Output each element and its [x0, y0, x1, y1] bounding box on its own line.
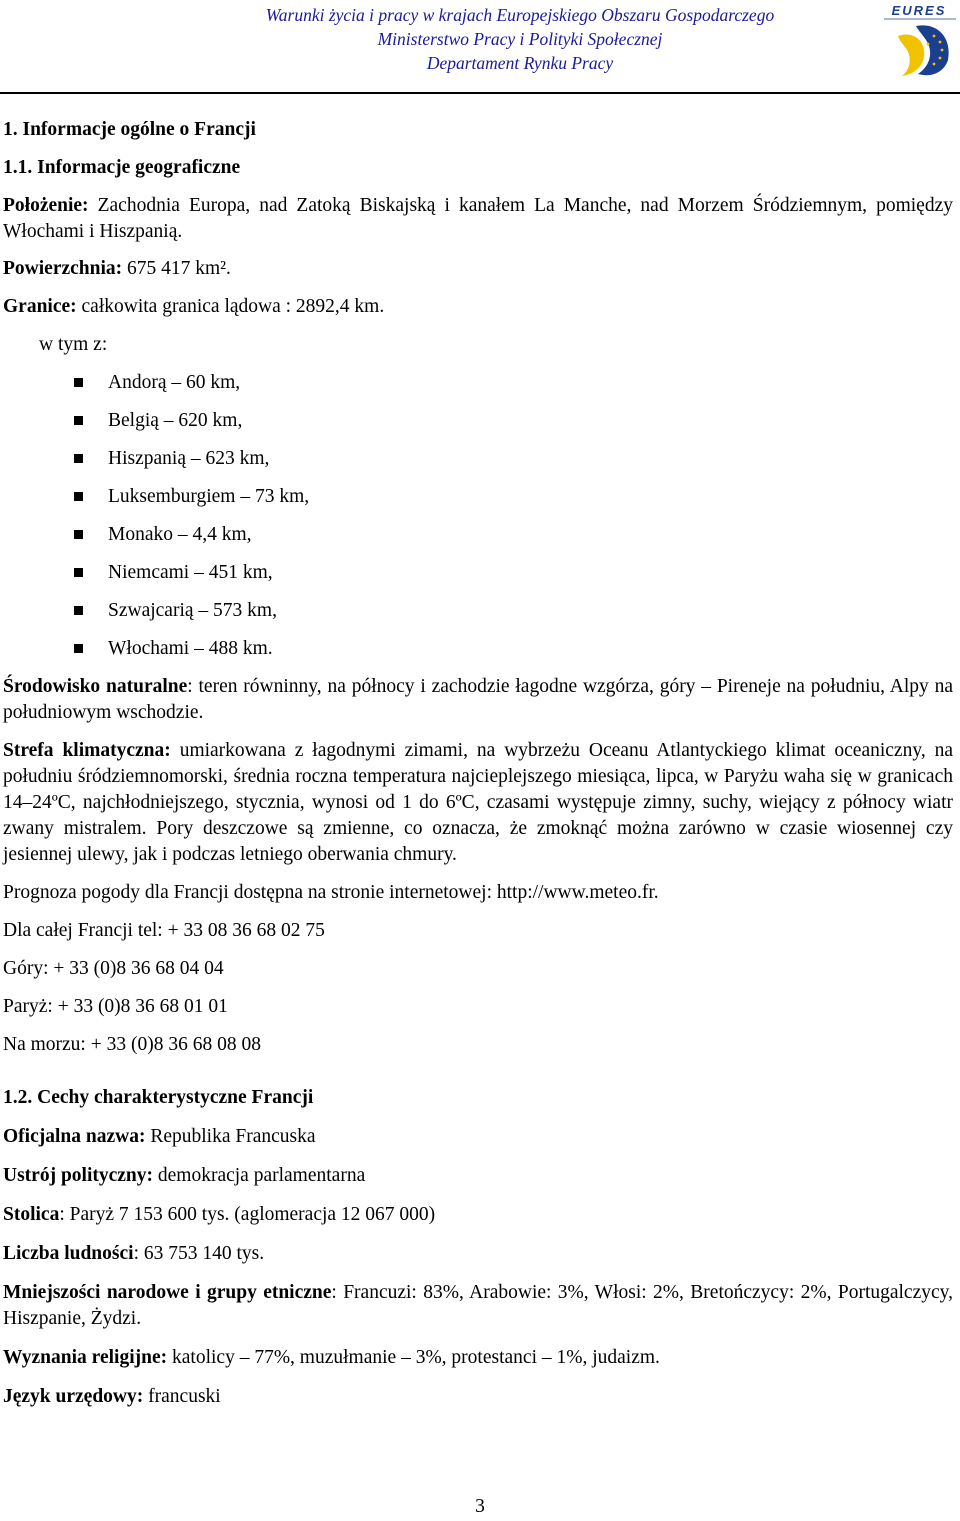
borders-list — [3, 370, 953, 662]
polozenie-text: Zachodnia Europa, nad Zatoką Biskajską i kanałem La Manche, nad Morzem Śródziemnym, pomiędzy Włochami i Hiszpanią. — [3, 195, 953, 242]
document-body — [3, 117, 953, 1410]
granice-text: całkowita granica lądowa : 2892,4 km. — [76, 296, 385, 317]
bullet-square-icon — [74, 606, 83, 615]
strefa-text: umiarkowana z łagodnymi zimami, na wybrzeżu Oceanu Atlantyckiego klimat oceaniczny, na południu śródziemnomorski, średnia roczna temperatura najcieplejszego miesiąca, lipca, w Paryżu waha się w granicach 14–24ºC, najchłodniejszego, stycznia, wynosi od 1 do 6ºC, czasami występuje zimny, suchy, wiejący z północy wiatr zwany mistralem. Pory deszczowe są zmienne, co oznacza, że zmoknąć można zarówno w czasie wiosennej czy jesiennej ulewy, jak i podczas letniego oberwania chmury. — [3, 740, 954, 865]
mniejszosci-paragraph — [3, 1280, 953, 1332]
w-tym-label: w tym z: — [39, 334, 108, 355]
section-1-1-title: 1.1. Informacje geograficzne — [3, 157, 241, 178]
header-rule — [0, 92, 960, 94]
section-1-2-title: 1.2. Cechy charakterystyczne Francji — [3, 1087, 314, 1108]
bullet-square-icon — [74, 568, 83, 577]
border-text: Andorą – 60 km, — [108, 372, 241, 393]
list-item — [3, 484, 953, 510]
tel-all-paragraph: Dla całej Francji tel: + 33 08 36 68 02 75 — [3, 920, 325, 941]
religie-text: katolicy – 77%, muzułmanie – 3%, protestanci – 1%, judaizm. — [167, 1347, 660, 1368]
list-item — [3, 408, 953, 434]
border-text: Szwajcarią – 573 km, — [108, 600, 277, 621]
jezyk-text: francuski — [143, 1386, 221, 1407]
border-text: Hiszpanią – 623 km, — [108, 448, 270, 469]
list-item — [3, 370, 953, 396]
religie-label: Wyznania religijne: — [3, 1347, 168, 1368]
ludnosc-label: Liczba ludności — [3, 1243, 134, 1264]
nazwa-label: Oficjalna nazwa: — [3, 1126, 146, 1147]
mniejszosci-text: : Francuzi: 83%, Arabowie: 3%, Włosi: 2%, Bretończycy: 2%, Portugalczycy, Hiszpanie, Żydzi. — [3, 1282, 954, 1329]
section-1-heading — [3, 117, 953, 143]
border-text: Luksemburgiem – 73 km, — [108, 486, 310, 507]
powierzchnia-text: 675 417 km². — [122, 258, 231, 279]
powierzchnia-label: Powierzchnia: — [3, 258, 123, 279]
ustroj-text: demokracja parlamentarna — [153, 1165, 366, 1186]
nazwa-paragraph — [3, 1124, 953, 1150]
border-text: Niemcami – 451 km, — [108, 562, 273, 583]
bullet-square-icon — [74, 378, 83, 387]
list-item — [3, 560, 953, 586]
section-1-2-heading — [3, 1085, 953, 1111]
section-1-title: 1. Informacje ogólne o Francji — [3, 119, 256, 140]
nazwa-text: Republika Francuska — [145, 1126, 316, 1147]
header-line-2: Ministerstwo Pracy i Polityki Społecznej — [377, 29, 663, 49]
bullet-square-icon — [74, 454, 83, 463]
ustroj-label: Ustrój polityczny: — [3, 1165, 154, 1186]
bullet-square-icon — [74, 530, 83, 539]
stolica-paragraph — [3, 1202, 953, 1228]
ludnosc-paragraph — [3, 1241, 953, 1267]
granice-label: Granice: — [3, 296, 77, 317]
tel-paryz-paragraph: Paryż: + 33 (0)8 36 68 01 01 — [3, 996, 228, 1017]
srodowisko-label: Środowisko naturalne — [3, 676, 188, 697]
list-item — [3, 598, 953, 624]
border-text: Monako – 4,4 km, — [108, 524, 252, 545]
ludnosc-text: : 63 753 140 tys. — [133, 1243, 265, 1264]
strefa-paragraph — [3, 738, 953, 868]
page-number: 3 — [475, 1496, 485, 1517]
eures-logo — [878, 2, 960, 82]
srodowisko-text: : teren równinny, na północy i zachodzie łagodne wzgórza, góry – Pireneje na południu, Alpy na południowym wschodzie. — [3, 676, 953, 723]
srodowisko-paragraph — [3, 674, 953, 726]
jezyk-label: Język urzędowy: — [3, 1386, 144, 1407]
tel-gory-paragraph: Góry: + 33 (0)8 36 68 04 04 — [3, 958, 224, 979]
header-line-1: Warunki życia i pracy w krajach Europejskiego Obszaru Gospodarczego — [265, 5, 775, 25]
polozenie-paragraph — [3, 193, 953, 245]
border-text: Belgią – 620 km, — [108, 410, 243, 431]
logo-text: EURES — [891, 3, 947, 18]
list-item — [3, 446, 953, 472]
mniejszosci-label: Mniejszości narodowe i grupy etniczne — [3, 1282, 332, 1303]
bullet-square-icon — [74, 492, 83, 501]
stolica-text: : Paryż 7 153 600 tys. (aglomeracja 12 067 000) — [59, 1204, 436, 1225]
religie-paragraph — [3, 1345, 953, 1371]
ustroj-paragraph — [3, 1163, 953, 1189]
prognoza-paragraph: Prognoza pogody dla Francji dostępna na stronie internetowej: http://www.meteo.fr. — [3, 882, 659, 903]
border-text: Włochami – 488 km. — [108, 638, 273, 659]
jezyk-paragraph — [3, 1384, 953, 1410]
list-item — [3, 636, 953, 662]
strefa-label: Strefa klimatyczna: — [3, 740, 171, 761]
tel-morze-paragraph: Na morzu: + 33 (0)8 36 68 08 08 — [3, 1034, 261, 1055]
bullet-square-icon — [74, 416, 83, 425]
section-1-1-heading — [3, 155, 953, 181]
header-line-3: Departament Rynku Pracy — [426, 53, 614, 73]
powierzchnia-paragraph — [3, 256, 953, 282]
list-item — [3, 522, 953, 548]
polozenie-label: Położenie: — [3, 195, 89, 216]
bullet-square-icon — [74, 644, 83, 653]
page-header — [190, 3, 850, 75]
granice-paragraph — [3, 294, 953, 320]
stolica-label: Stolica — [3, 1204, 60, 1225]
